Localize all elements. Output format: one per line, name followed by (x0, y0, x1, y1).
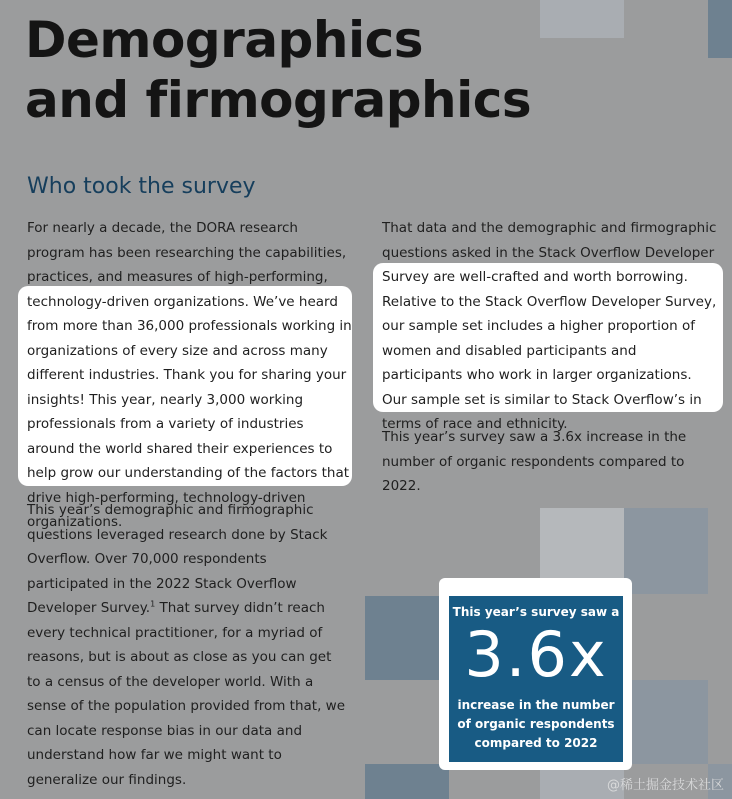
stat-callout-value: 3.6x (464, 618, 608, 691)
decor-square (365, 596, 449, 680)
stat-callout-caption: increase in the number of organic respondents compared to 2022 (457, 698, 615, 750)
section-subtitle: Who took the survey (27, 174, 256, 199)
left-paragraph-2 (27, 498, 345, 792)
right-paragraph-1: That data and the demographic and firmographic questions asked in the Stack Overflow Developer Survey are well-crafted and worth borrowing. Relative to the Stack Overflow Developer Survey, our sample set includes a higher proportion of women and disabled participants and participants who work in larger organizations. Our sample set is similar to Stack Overflow’s in terms of race and ethnicity. (382, 220, 717, 432)
left-paragraph-1: For nearly a decade, the DORA research program has been researching the capabilities, practices, and measures of high-performing, technology-driven organizations. We’ve heard from more than 36,000 professionals working in organizations of every size and across many different industries. Thank you for sharing your insights! This year, nearly 3,000 working professionals from a variety of industries around the world shared their experiences to help grow our understanding of the factors that drive high-performing, technology-driven organizations. (27, 220, 352, 530)
left-paragraph-2-text-cont: That survey didn’t reach every technical practitioner, for a myriad of reasons, but is about as close as you can get to a census of the developer world. With a sense of the population provided from that, we can locate response bias in our data and understand how far we might want to generalize our findings. (27, 600, 346, 788)
decor-square (708, 0, 732, 58)
watermark: @稀土掘金技术社区 (606, 778, 724, 793)
decor-square (624, 680, 708, 764)
decor-square (624, 508, 708, 594)
stat-callout (449, 596, 623, 762)
right-paragraph-2: This year’s survey saw a 3.6x increase in the number of organic respondents compared to 2022. (382, 429, 687, 494)
left-paragraph-2-text: This year’s demographic and firmographic questions leveraged research done by Stack Overflow. Over 70,000 respondents participated in the 2022 Stack Overflow Developer Survey. (27, 502, 328, 616)
page-title: Demographics and firmographics (25, 11, 532, 129)
footnote-marker: 1 (150, 599, 156, 609)
stat-callout-heading: This year’s survey saw a (452, 605, 620, 619)
decor-square (365, 764, 449, 799)
decor-square (540, 0, 624, 38)
